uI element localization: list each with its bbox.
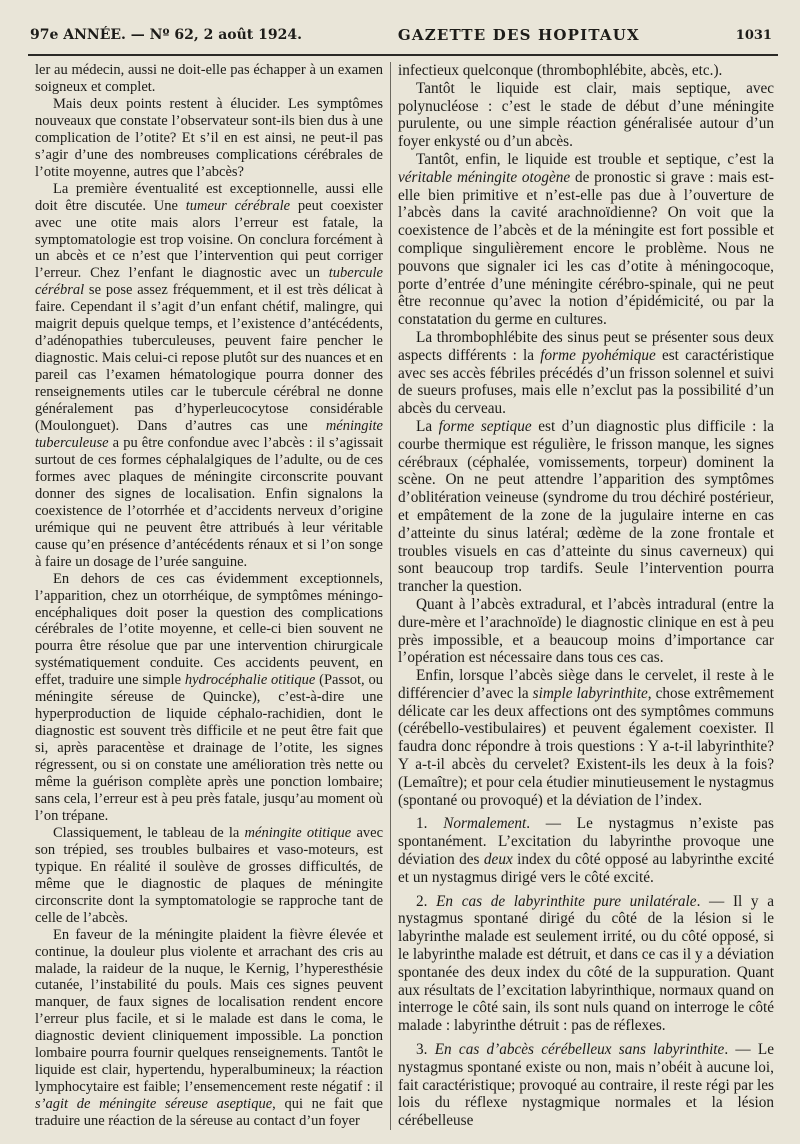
paragraph: Quant à l’abcès extradural, et l’abcès intradural (entre la dure-mère et l’arachnoïde) le diagnostic clinique en est à peu près impossible, et a beaucoup moins d’importance car l’opération est nécessaire dans tous ces cas. [398,595,774,667]
paragraph: infectieux quelconque (thrombophlébite, abcès, etc.). [398,62,723,79]
paragraph: La première éventualité est exceptionnelle, aussi elle doit être discutée. Une tumeur cérébrale peut coexister avec une otite mais alors l’erreur est fatale, la symptomatologie est trop voisine. On conclura forcément à un abcès et ce n’est que l’intervention qui peut corriger l’erreur. Chez l’enfant le diagnostic avec un tubercule cérébral se pose assez fréquemment, et il est très délicat à faire. Cependant il s’agit d’un enfant chétif, malingre, qui maigrit depuis quelque temps, et l’existence d’antécédents, d’adénopathies tuberculeuses, peuvent faire pencher le diagnostic. Mais celui-ci repose plutôt sur des nuances et en pareil cas l’examen hématologique pourra donner des renseignements utiles car le tubercule cérébral ne donne généralement pas d’hyperleucocytose considérable (Moulonguet). Dans d’autres cas une méningite tuberculeuse a pu être confondue avec l’abcès : il s’agissait surtout de ces formes céphalalgiques de l’adulte, ou de ces formes avec plaques de méningite circonscrite pouvant donner des signes de localisation. Enfin signalons la coexistence de l’otorrhée et d’accidents nerveux d’origine urémique qui ne peuvent être attribués à leur véritable cause qu’en présence d’antécédents rénaux et si l’on songe à faire un dosage de l’urée sanguine. [35,180,383,570]
running-header [30,20,772,50]
paragraph: Tantôt, enfin, le liquide est trouble et septique, c’est la véritable méningite otogène de pronostic si grave : mais est-elle bien primitive et n’est-elle pas due à l’ouverture de l’abcès dans la cavité arachnoïdienne? On voit que la coexistence de l’abcès et de la méningite est fort possible et complique singulièrement encore le problème. Nous ne pouvons que signaler ici les cas d’otite à méningocoque, porte d’entrée d’une méningite cérébro-spinale, qui ne peut être reconnue qu’avec la notion d’épidémicité, ou par la constatation du germe en cultures. [398,150,774,329]
numbered-paragraph: 3. En cas d’abcès cérébelleux sans labyrinthite. — Le nystagmus spontané existe ou non, mais n’obéit à aucune loi, fait caractéristique; provoqué au contraire, il reste régi par les lois du réflexe nystagmique normales et la lésion cérébelleuse [398,1041,774,1130]
left-column [35,62,383,1132]
paragraph: La forme septique est d’un diagnostic plus difficile : la courbe thermique est régulière, le frisson manque, les signes cérébraux (céphalée, vomissements, torpeur) dominent la scène. On ne peut attendre l’apparition des symptômes d’oblitération veineuse (syndrome du trou déchiré postérieur, et empâtement de la zone de la jugulaire interne en cas d’atteinte du sinus latéral; œdème de la zone frontale et troubles visuels en cas d’atteinte du sinus caverneux) qui sont beaucoup trop tardifs. Seule l’intervention pourra trancher la question. [398,417,774,596]
numbered-paragraph: 2. En cas de labyrinthite pure unilatérale. — Il y a nystagmus spontané dirigé du côté de la lésion si le labyrinthe malade est seulement irrité, ou du côté opposé, si le labyrinthe malade est détruit, et dans ce cas il y a déviation spontanée des deux index du côté de la suppuration. Quant aux résultats de l’excitation labyrinthique, normaux quand on interroge le côté sain, ils sont nuls quand on interroge le côté malade : labyrinthe détruit : pas de réflexes. [398,892,774,1035]
right-column [398,62,774,1132]
journal-title: GAZETTE DES HOPITAUX [397,26,640,44]
paragraph: En dehors de ces cas évidemment exceptionnels, l’apparition, chez un otorrhéique, de symptômes méningo-encéphaliques doit poser la question des complications cérébrales de l’otite moyenne, et celle-ci bien souvent ne pourra être résolue que par une intervention chirurgicale systématiquement conduite. Ces accidents peuvent, en effet, traduire une simple hydrocéphalie otitique (Passot, ou méningite séreuse de Quincke), c’est-à-dire une hyperproduction de liquide céphalo-rachidien, dont le diagnostic est souvent très difficile et ne peut être fait que si, après paracentèse et drainage de l’otite, les signes régressent, ou si on constate une amélioration très nette ou même la guérison complète après une ponction lombaire; sans cela, l’erreur est à peu près fatale, jusqu’au moment où l’on trépane. [35,570,383,824]
header-rule [28,54,778,56]
numbered-paragraph: 1. Normalement. — Le nystagmus n’existe pas spontanément. L’excitation du labyrinthe provoque une déviation des deux index du côté opposé au labyrinthe excité et un nystagmus dirigé vers le côté excité. [398,815,774,886]
issue-info: 97e ANNÉE. — Nº 62, 2 août 1924. [30,27,302,43]
paragraph: Classiquement, le tableau de la méningite otitique avec son trépied, ses troubles bulbaires et vaso-moteurs, est typique. En réalité il soulève de grosses difficultés, de même que le diagnostic de plaques de méningite circonscrite dont la symptomatologie se rapproche tant de celle de l’abcès. [35,824,383,926]
paragraph: La thrombophlébite des sinus peut se présenter sous deux aspects différents : la forme pyohémique est caractéristique avec ses accès fébriles précédés d’un frisson solennel et suivi de sueurs profuses, mais elle n’exclut pas la possibilité d’un abcès du cerveau. [398,328,774,418]
paragraph: Mais deux points restent à élucider. Les symptômes nouveaux que constate l’observateur sont-ils bien dus à une complication de l’otite? Et s’il en est ainsi, ne peut-il pas s’agir d’une des nombreuses complications cérébrales de l’otite moyenne, autres que l’abcès? [35,95,383,180]
paragraph: ler au médecin, aussi ne doit-elle pas échapper à un examen soigneux et complet. [35,62,383,95]
paragraph: Enfin, lorsque l’abcès siège dans le cervelet, il reste à le différencier d’avec la simple labyrinthite, chose extrêmement délicate car les deux affections ont des symptômes communs (cérébello-vestibulaires) et peuvent également coexister. Il faudra donc répondre à trois questions : Y a-t-il labyrinthite? Y a-t-il abcès du cervelet? Existent-ils les deux à la fois? (Lemaître); et pour cela étudier minutieusement le nystagmus (spontané ou provoqué) et la déviation de l’index. [398,667,774,809]
paragraph: En faveur de la méningite plaident la fièvre élevée et continue, la douleur plus violente et arrachant des cris au malade, la raideur de la nuque, le Kernig, l’hyperesthésie cutanée, l’instabilité du pouls. Mais ces signes peuvent manquer, de faux signes de localisation rendent encore l’erreur plus facile, et si le malade est dans le coma, le diagnostic devient cliniquement impossible. La ponction lombaire pourra fournir quelques renseignements. Tantôt le liquide est clair, hypertendu, hyperalbumineux; la réaction lymphocytaire est faible; l’ensemencement reste négatif : il s’agit de méningite séreuse aseptique, qui ne fait que traduire une réaction de la séreuse au contact d’un foyer [35,926,383,1130]
page-number: 1031 [735,27,772,43]
paragraph: Tantôt le liquide est clair, mais septique, avec polynucléose : c’est le stade de début d’une méningite purulente, ou une simple réaction généralisée autour d’un foyer enkysté ou d’un abcès. [398,79,774,151]
column-divider [390,62,391,1130]
